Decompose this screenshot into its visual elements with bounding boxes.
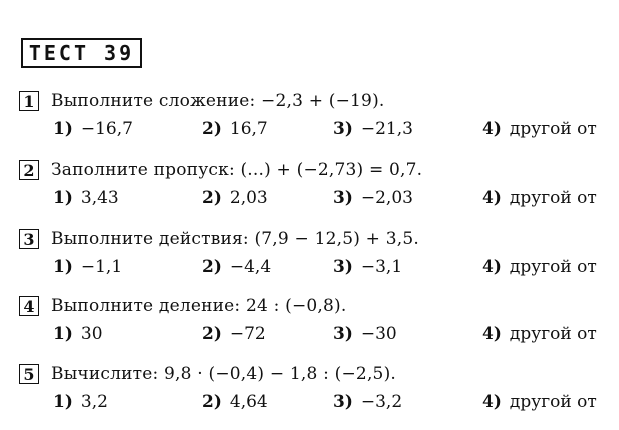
answer-option-4[interactable] xyxy=(482,115,597,143)
question-text: Выполните действия: (7,9 − 12,5) + 3,5. xyxy=(51,229,419,249)
answer-option-2[interactable] xyxy=(202,253,271,281)
answer-options xyxy=(19,320,619,348)
answer-options xyxy=(19,184,619,212)
answer-option-4[interactable] xyxy=(482,253,597,281)
answer-number: 2) xyxy=(202,324,222,344)
answer-number: 4) xyxy=(482,257,502,277)
answer-number: 3) xyxy=(333,324,353,344)
answer-number: 2) xyxy=(202,119,222,139)
answer-text: −3,2 xyxy=(360,392,403,412)
answer-text: 16,7 xyxy=(229,119,268,139)
answer-text: другой от xyxy=(509,392,597,412)
answer-option-2[interactable] xyxy=(202,115,268,143)
answer-option-2[interactable] xyxy=(202,320,266,348)
answer-text: −30 xyxy=(360,324,397,344)
answer-option-3[interactable] xyxy=(333,184,413,212)
answer-option-1[interactable] xyxy=(53,115,133,143)
answer-text: −3,1 xyxy=(360,257,403,277)
answer-number: 4) xyxy=(482,188,502,208)
answer-option-2[interactable] xyxy=(202,184,268,212)
question-text: Выполните сложение: −2,3 + (−19). xyxy=(51,91,385,111)
answer-text: 3,2 xyxy=(80,392,108,412)
answer-text: 4,64 xyxy=(229,392,268,412)
answer-option-4[interactable] xyxy=(482,184,597,212)
answer-number: 3) xyxy=(333,188,353,208)
answer-option-1[interactable] xyxy=(53,320,103,348)
answer-text: −16,7 xyxy=(80,119,133,139)
answer-number: 1) xyxy=(53,188,73,208)
answer-options xyxy=(19,388,619,416)
answer-option-4[interactable] xyxy=(482,320,597,348)
answer-number: 4) xyxy=(482,324,502,344)
question-1 xyxy=(19,87,619,147)
answer-number: 3) xyxy=(333,119,353,139)
answer-options xyxy=(19,115,619,143)
question-number: 1 xyxy=(19,91,39,111)
answer-number: 1) xyxy=(53,119,73,139)
question-text: Вычислите: 9,8 · (−0,4) − 1,8 : (−2,5). xyxy=(51,364,397,384)
answer-number: 2) xyxy=(202,188,222,208)
answer-option-3[interactable] xyxy=(333,253,402,281)
answer-number: 4) xyxy=(482,392,502,412)
answer-number: 1) xyxy=(53,324,73,344)
answer-option-3[interactable] xyxy=(333,388,402,416)
answer-text: 2,03 xyxy=(229,188,268,208)
question-4 xyxy=(19,292,619,352)
test-title: ТЕСТ 39 xyxy=(21,38,142,68)
answer-option-1[interactable] xyxy=(53,388,108,416)
answer-text: −4,4 xyxy=(229,257,272,277)
answer-text: 30 xyxy=(80,324,103,344)
question-text: Заполните пропуск: (...) + (−2,73) = 0,7. xyxy=(51,160,423,180)
answer-option-1[interactable] xyxy=(53,253,122,281)
answer-number: 3) xyxy=(333,392,353,412)
answer-text: другой от xyxy=(509,119,597,139)
answer-option-3[interactable] xyxy=(333,320,397,348)
question-number: 3 xyxy=(19,229,39,249)
answer-option-3[interactable] xyxy=(333,115,413,143)
answer-option-2[interactable] xyxy=(202,388,268,416)
answer-text: другой от xyxy=(509,257,597,277)
question-2 xyxy=(19,156,619,216)
answer-text: −1,1 xyxy=(80,257,123,277)
answer-number: 2) xyxy=(202,392,222,412)
answer-option-4[interactable] xyxy=(482,388,597,416)
answer-option-1[interactable] xyxy=(53,184,119,212)
answer-text: другой от xyxy=(509,188,597,208)
answer-options xyxy=(19,253,619,281)
question-5 xyxy=(19,360,619,420)
question-number: 2 xyxy=(19,160,39,180)
answer-text: −72 xyxy=(229,324,266,344)
answer-number: 2) xyxy=(202,257,222,277)
question-number: 4 xyxy=(19,296,39,316)
question-text: Выполните деление: 24 : (−0,8). xyxy=(51,296,347,316)
answer-number: 1) xyxy=(53,392,73,412)
answer-number: 1) xyxy=(53,257,73,277)
answer-text: другой от xyxy=(509,324,597,344)
question-3 xyxy=(19,225,619,285)
answer-number: 3) xyxy=(333,257,353,277)
answer-number: 4) xyxy=(482,119,502,139)
answer-text: −21,3 xyxy=(360,119,413,139)
answer-text: 3,43 xyxy=(80,188,119,208)
question-number: 5 xyxy=(19,364,39,384)
answer-text: −2,03 xyxy=(360,188,413,208)
